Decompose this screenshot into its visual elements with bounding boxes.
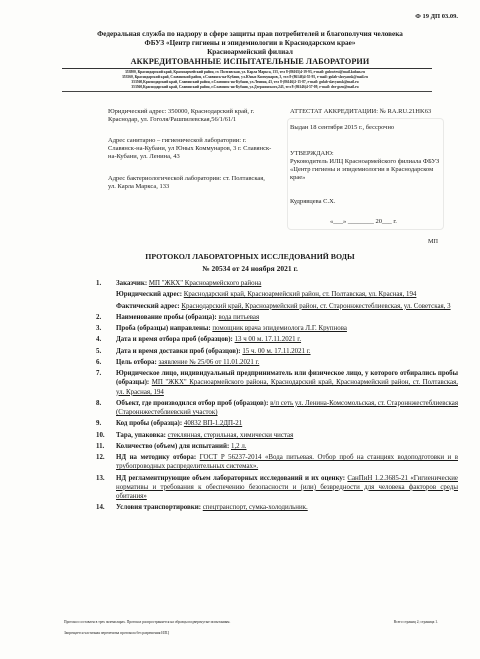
item-value: заявление № 25/06 от 11.01.2021 г. bbox=[158, 359, 260, 367]
item-number: 3. bbox=[96, 325, 102, 333]
protocol-item bbox=[96, 419, 458, 428]
item-label: Заказчик: bbox=[116, 280, 148, 287]
item-label: Тара, упаковка: bbox=[116, 431, 166, 439]
protocol-item bbox=[96, 324, 458, 333]
protocol-item bbox=[96, 431, 458, 440]
item-value: 15 ч. 00 м. 17.11.2021 г. bbox=[242, 347, 311, 355]
item-number: 1. bbox=[96, 280, 102, 287]
item-value: помощник врача эпидемиолога Л.Г. Крупнова bbox=[212, 325, 347, 333]
item-number: 8. bbox=[96, 399, 102, 407]
item-number: 6. bbox=[96, 359, 102, 367]
item-value: 40832 ВП-1.2ДП-21 bbox=[183, 420, 243, 428]
protocol-item bbox=[102, 290, 458, 299]
protocol-item bbox=[96, 347, 458, 356]
protocol-item bbox=[96, 474, 458, 501]
address-line-3: 353560,Краснодарский край, Славянский район, г.Славянск-на-Кубани, ул.Ленина, 43, тел 8-(86146)2-15-87, e-mail: gulab-slavyansk@mail.ru bbox=[131, 80, 359, 84]
approve-label: УТВЕРЖДАЮ: bbox=[290, 150, 334, 157]
item-value: спецтранспорт, сумка-холодильник. bbox=[202, 504, 308, 512]
item-number: 12. bbox=[96, 454, 105, 462]
protocol-item bbox=[96, 358, 458, 367]
address-line-1: 353800, Краснодарский край, Красноармейский район, ст. Полтавская, ул. Карла Маркса, 133, тел 8-(86165)4-19-93, e-mail: gulowtest@mail.kuban.ru bbox=[125, 70, 365, 74]
item-label: Код пробы (образца): bbox=[116, 420, 183, 428]
protocol-item bbox=[96, 335, 458, 344]
head-name: Кудрявцева С.Х. bbox=[290, 198, 336, 205]
accreditation-issued: Выдан 18 сентября 2015 г., бессрочно bbox=[290, 124, 395, 131]
item-number: 14. bbox=[96, 504, 105, 512]
item-value: в/п сеть ул. Ленина-Комсомольская, ст. Староннжестеблиевская (Староннжестеблиевский участок) bbox=[116, 399, 459, 416]
page-count: Всего страниц 2; страница 1. bbox=[393, 620, 438, 624]
item-value: МП "ЖКХ" Красноармейского района bbox=[148, 280, 262, 287]
accreditation-number: АТТЕСТАТ АККРЕДИТАЦИИ: № RA.RU.21HK63 bbox=[290, 108, 432, 115]
footer-warning: Запрещается частичная перепечатка протокола без разрешения ИЛЦ bbox=[64, 631, 169, 635]
item-number: 10. bbox=[96, 431, 105, 439]
protocol-title: ПРОТОКОЛ ЛАБОРАТОРНЫХ ИССЛЕДОВАНИЙ ВОДЫ bbox=[145, 252, 355, 261]
protocol-number: № 20534 от 24 ноября 2021 г. bbox=[202, 264, 298, 273]
item-label: Цель отбора: bbox=[116, 359, 157, 367]
header-agency: Федеральная служба по надзору в сфере защиты прав потребителей и благополучия человека bbox=[97, 30, 403, 38]
divider bbox=[62, 91, 432, 92]
bacterio-lab-address: Адрес бактериологической лаборатории: ст. Полтавская, ул. Карла Маркса, 133 bbox=[108, 175, 265, 191]
item-number: 5. bbox=[96, 347, 102, 355]
item-label: НД регламентирующие объем лабораторных исследований и их оценку: bbox=[116, 474, 346, 482]
item-number: 7. bbox=[96, 370, 102, 378]
header-org: ФБУЗ «Центр гигиены и эпидемиологии в Краснодарском крае» bbox=[144, 39, 356, 47]
header-labs: АККРЕДИТОВАННЫЕ ИСПЫТАТЕЛЬНЫЕ ЛАБОРАТОРИИ bbox=[130, 57, 370, 66]
header-branch: Красноармейский филиал bbox=[207, 48, 293, 56]
item-label: Условия транспортировки: bbox=[116, 504, 202, 512]
protocol-item bbox=[96, 279, 458, 288]
address-line-4: 353560,Краснодарский край, Славянский район, г.Славянск-на-Кубани, ул.Дзержинского,243, тел 8-(86146)4-57-09, e-mail: dez-gsen@mail.ru bbox=[131, 85, 359, 89]
item-value: стеклянная, стерильная, химически чистая bbox=[167, 431, 294, 439]
address-line-2: 353560, Краснодарский край, Славянский район, г.Славянск-на-Кубани, ул.Юных Коммунаров, 3, тел 8-(86146)4-55-95, e-mail: gulab-slavyansk@mail.ru bbox=[122, 75, 368, 79]
item-number: 11. bbox=[96, 442, 105, 450]
item-value: вода питьевая bbox=[218, 313, 260, 321]
item-label: Наименование пробы (образца): bbox=[116, 313, 217, 321]
item-value: 13 ч 00 м. 17.11.2021 г. bbox=[234, 336, 302, 344]
item-value: СанПиН 1.2.3685-21 «Гигиенические нормативы и требования к обеспечению безопасности и (или) безвредности для человека факторов среды обитания» bbox=[116, 474, 458, 500]
footer-note: Протокол составлен в трех экземплярах. Протокол распространяется на образцы подвергнутые испытаниям. bbox=[64, 620, 231, 624]
item-label: Дата и время доставки проб (образцов): bbox=[116, 347, 241, 355]
head-position: Руководитель ИЛЦ Красноармейского филиала ФБУЗ «Центр гигиены и эпидемиологии в Краснодарском крае» bbox=[290, 158, 440, 182]
item-label: Объект, где производился отбор проб (образцов): bbox=[116, 399, 269, 407]
item-label: Фактический адрес: bbox=[116, 302, 180, 310]
sanitary-lab-address: Адрес санитарно – гигиенической лаборатории: г. Славянск-на-Кубани, ул Юных Коммунаров, 3 г. Славянск-на-Кубани, ул. Ленина, 43 bbox=[108, 137, 272, 161]
item-value: ГОСТ Р 56237-2014 «Вода питьевая. Отбор проб на станциях водоподготовки и в трубопроводных распределительных системах». bbox=[116, 454, 458, 471]
protocol-items bbox=[96, 279, 459, 514]
approve-date: «___» ________ 20___ г. bbox=[330, 218, 397, 225]
item-value: 1,2 л. bbox=[231, 442, 247, 450]
protocol-item bbox=[96, 453, 458, 471]
item-number: 2. bbox=[96, 313, 102, 321]
item-value: Краснодарский край, Красноармейский район, ст. Полтавская, ул. Красная, 194 bbox=[183, 291, 417, 299]
protocol-item bbox=[96, 503, 458, 512]
item-label: Юридическое лицо, индивидуальный предприниматель или физическое лицо, у которого отбирались пробы (образцы): bbox=[116, 370, 458, 387]
item-value: Краснодарский край, Красноармейский район, ст. Староннжестеблиевская, ул. Советская, 3 bbox=[181, 302, 451, 310]
protocol-item bbox=[96, 442, 458, 451]
item-label: Количество (объем) для испытаний: bbox=[116, 442, 230, 450]
item-number: 13. bbox=[96, 474, 105, 482]
protocol-item bbox=[96, 313, 458, 322]
item-label: Дата и время отбора проб (образцов): bbox=[116, 336, 233, 344]
protocol-item bbox=[96, 369, 458, 396]
form-code: Ф 19 ДП 03.09. bbox=[415, 13, 458, 20]
item-number: 4. bbox=[96, 336, 102, 344]
protocol-item bbox=[96, 399, 459, 417]
seal-mark: МП bbox=[428, 238, 438, 245]
item-label: НД на методику отбора: bbox=[116, 454, 197, 462]
item-number: 9. bbox=[96, 420, 102, 428]
legal-address: Юридический адрес: 350000, Краснодарский край, г. Краснодар, ул. Гоголя/Рашпилевская,56/1/61/1 bbox=[108, 108, 255, 124]
item-value: МП "ЖКХ" Красноармейского района, Краснодарский край, Красноармейский район, ст. Полтавская, ул. Красная, 194 bbox=[116, 379, 458, 396]
protocol-item bbox=[102, 302, 458, 311]
item-label: Проба (образцы) направлены: bbox=[116, 325, 211, 333]
divider bbox=[62, 68, 432, 69]
item-label: Юридический адрес: bbox=[116, 291, 182, 299]
